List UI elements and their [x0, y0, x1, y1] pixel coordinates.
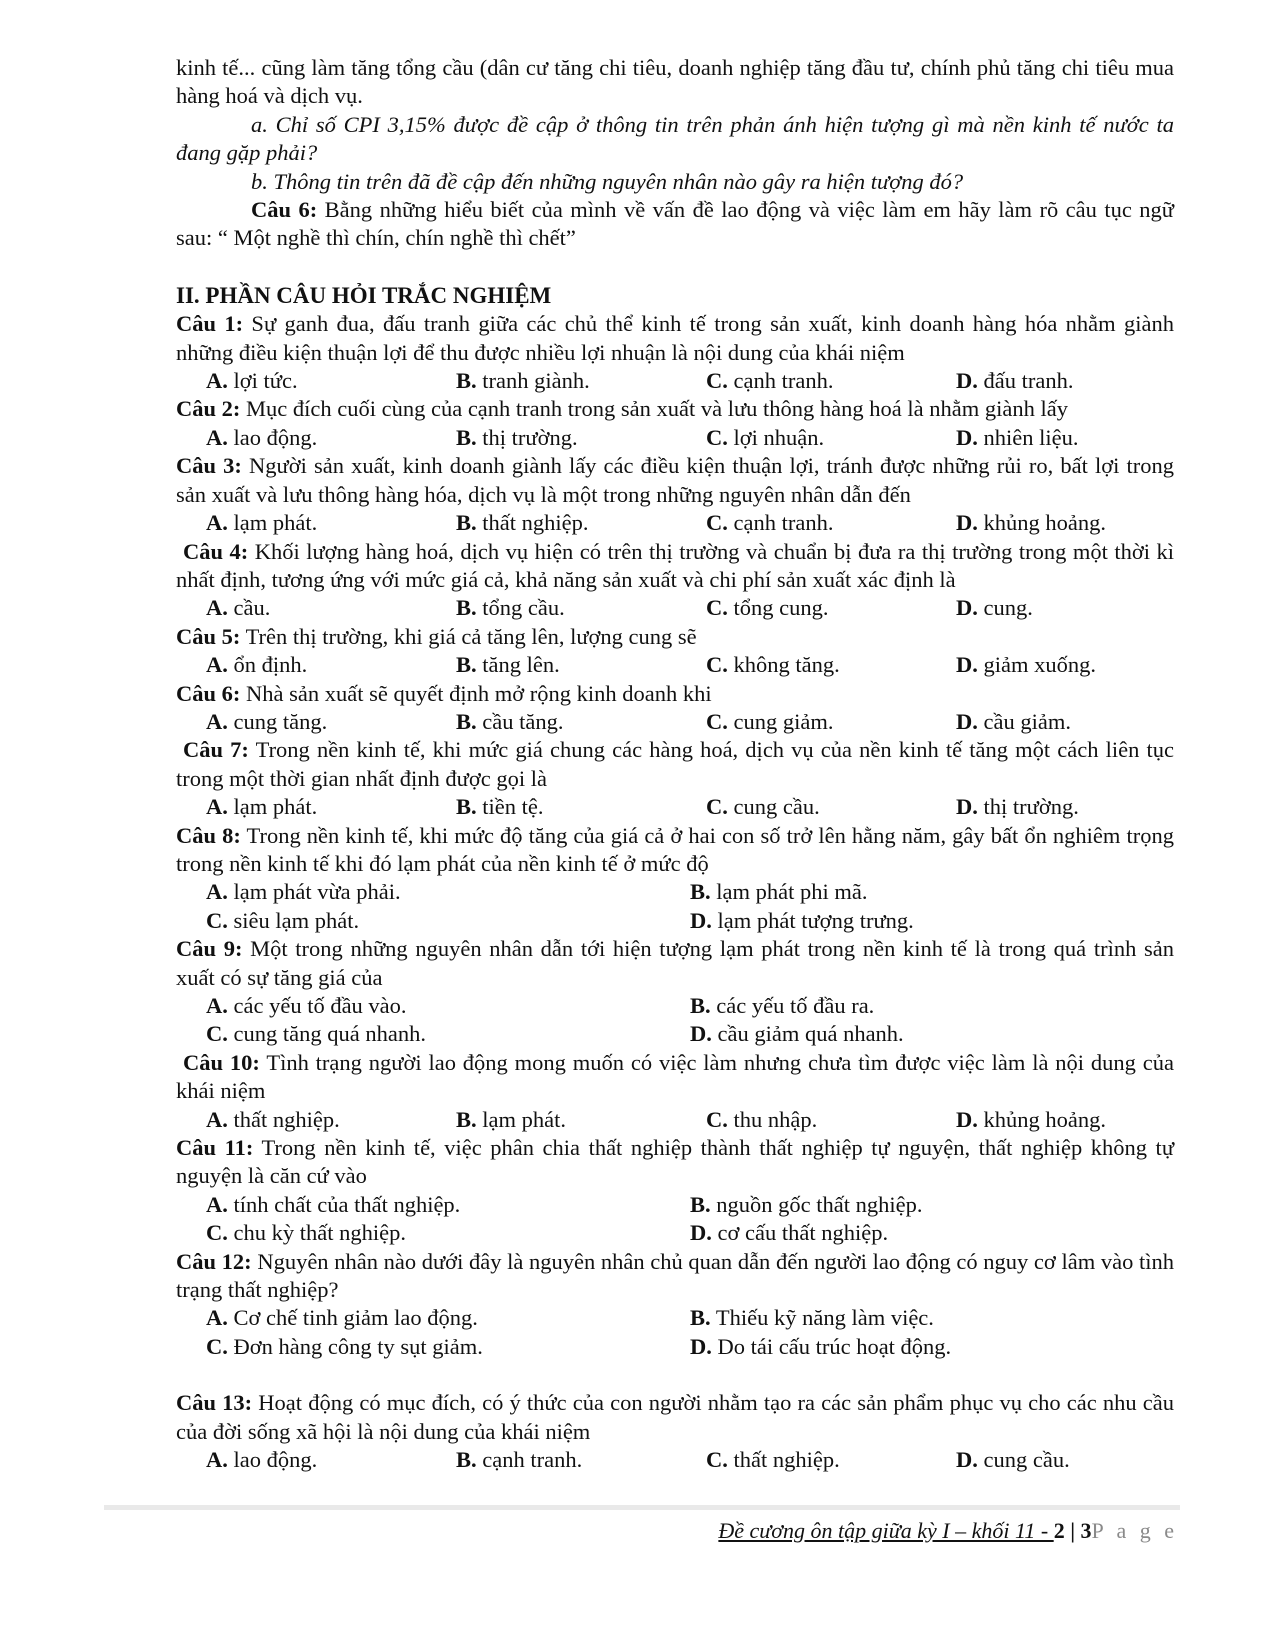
option-a[interactable]: A. các yếu tố đầu vào. [206, 993, 407, 1018]
option-a[interactable]: A. tính chất của thất nghiệp. [206, 1191, 461, 1217]
option-d[interactable]: D. cầu giảm. [956, 708, 1071, 734]
options-row [176, 367, 1174, 395]
page-number: 2 | 3 [1053, 1518, 1092, 1543]
option-c[interactable]: C. cung cầu. [706, 794, 820, 820]
options-row [176, 1191, 1174, 1219]
mc-question-6 [176, 680, 1174, 708]
option-d[interactable]: D. đấu tranh. [956, 368, 1074, 394]
essay-question-6 [176, 196, 1174, 253]
option-b[interactable]: B. thị trường. [456, 424, 578, 450]
option-a[interactable]: A. lợi tức. [206, 368, 298, 394]
section-title: II. PHẦN CÂU HỎI TRẮC NGHIỆM [176, 282, 552, 308]
option-d[interactable]: D. lạm phát tượng trưng. [690, 907, 914, 933]
option-c[interactable]: C. thất nghiệp. [706, 1447, 840, 1473]
mc-question-12 [176, 1248, 1174, 1305]
page-footer [718, 1518, 1178, 1544]
footer-divider [104, 1505, 1180, 1510]
question-label: Câu 11: [176, 1135, 254, 1161]
option-c[interactable]: C. không tăng. [706, 652, 840, 678]
option-d[interactable]: D. nhiên liệu. [956, 424, 1079, 450]
options-row [176, 509, 1174, 537]
option-a[interactable]: A. lao động. [206, 1447, 318, 1473]
option-c[interactable]: C. siêu lạm phát. [206, 907, 360, 933]
option-d[interactable]: D. Do tái cấu trúc hoạt động. [690, 1333, 952, 1359]
options-row [176, 1446, 1174, 1474]
option-d[interactable]: D. khủng hoảng. [956, 510, 1106, 536]
options-row [176, 651, 1174, 679]
options-row [176, 907, 1174, 935]
page-word: P a g e [1091, 1518, 1178, 1543]
mc-question-3 [176, 452, 1174, 509]
question-label: Câu 9: [176, 936, 243, 962]
mc-question-13 [176, 1389, 1174, 1446]
question-label: Câu 12: [176, 1248, 252, 1274]
mc-question-2 [176, 395, 1174, 423]
option-b[interactable]: B. lạm phát phi mã. [690, 879, 868, 905]
option-b[interactable]: B. tăng lên. [456, 652, 560, 678]
options-row [176, 1219, 1174, 1247]
question-5b: b. Thông tin trên đã đề cập đến những nguyên nhân nào gây ra hiện tượng đó? [251, 168, 964, 194]
option-a[interactable]: A. cung tăng. [206, 708, 328, 734]
option-d[interactable]: D. cầu giảm quá nhanh. [690, 1021, 904, 1047]
option-a[interactable]: A. lạm phát. [206, 794, 318, 820]
option-d[interactable]: D. giảm xuống. [956, 652, 1096, 678]
question-text: Nhà sản xuất sẽ quyết định mở rộng kinh doanh khi [240, 680, 712, 706]
option-b[interactable]: B. Thiếu kỹ năng làm việc. [690, 1305, 934, 1331]
option-b[interactable]: B. tổng cầu. [456, 595, 565, 621]
mc-question-11 [176, 1134, 1174, 1191]
question-text: Người sản xuất, kinh doanh giành lấy các điều kiện thuận lợi, tránh được những rủi ro, bất lợi trong sản xuất và lưu thông hàng hóa, dịch vụ là một trong những nguyên nhân dẫn đến [176, 453, 1174, 507]
question-label: Câu 2: [176, 396, 241, 422]
option-d[interactable]: D. cung cầu. [956, 1447, 1070, 1473]
option-d[interactable]: D. thị trường. [956, 794, 1079, 820]
options-row [176, 1333, 1174, 1361]
mc-question-5 [176, 623, 1174, 651]
mc-question-4 [176, 538, 1174, 595]
footer-title: Đề cương ôn tập giữa kỳ I – khối 11 - [718, 1518, 1054, 1543]
option-a[interactable]: A. lạm phát vừa phải. [206, 879, 401, 905]
option-b[interactable]: B. tranh giành. [456, 368, 590, 394]
question-label: Câu 13: [176, 1390, 253, 1416]
option-c[interactable]: C. tổng cung. [706, 595, 829, 621]
question-text: Hoạt động có mục đích, có ý thức của con người nhằm tạo ra các sản phẩm phục vụ cho các nhu cầu của đời sống xã hội là nội dung của khái niệm [176, 1390, 1174, 1444]
option-a[interactable]: A. lạm phát. [206, 510, 318, 536]
question-label: Câu 1: [176, 311, 244, 337]
options-row [176, 878, 1174, 906]
option-d[interactable]: D. cơ cấu thất nghiệp. [690, 1220, 889, 1246]
question-label: Câu 6: [176, 680, 241, 706]
option-d[interactable]: D. khủng hoảng. [956, 1106, 1106, 1132]
options-row [176, 1020, 1174, 1048]
question-label: Câu 3: [176, 453, 242, 479]
options-row [176, 1106, 1174, 1134]
mc-question-8 [176, 822, 1174, 879]
mc-question-1 [176, 310, 1174, 367]
question-text: Một trong những nguyên nhân dẫn tới hiện tượng lạm phát trong nền kinh tế là trong quá trình sản xuất có sự tăng giá của [176, 936, 1174, 990]
question-label: Câu 10: [183, 1049, 260, 1075]
option-c[interactable]: C. cung giảm. [706, 708, 834, 734]
question-label: Câu 6: [251, 197, 318, 223]
option-a[interactable]: A. cầu. [206, 595, 271, 621]
option-a[interactable]: A. lao động. [206, 424, 318, 450]
question-text: Trong nền kinh tế, việc phân chia thất nghiệp thành thất nghiệp tự nguyện, thất nghiệp không tự nguyện là căn cứ vào [176, 1135, 1175, 1189]
mc-question-10 [176, 1049, 1174, 1106]
option-b[interactable]: B. cạnh tranh. [456, 1447, 583, 1473]
option-b[interactable]: B. tiền tệ. [456, 794, 544, 820]
question-text: Trên thị trường, khi giá cả tăng lên, lượng cung sẽ [240, 623, 697, 649]
option-c[interactable]: C. thu nhập. [706, 1106, 818, 1132]
question-text: Tình trạng người lao động mong muốn có việc làm nhưng chưa tìm được việc làm là nội dung của khái niệm [176, 1049, 1174, 1104]
options-row [176, 992, 1174, 1020]
question-text: Bằng những hiểu biết của mình về vấn đề lao động và việc làm em hãy làm rõ câu tục ngữ sau: “ Một nghề thì chín, chín nghề thì chết” [176, 197, 1174, 251]
option-b[interactable]: B. lạm phát. [456, 1106, 566, 1132]
option-c[interactable]: C. lợi nhuận. [706, 424, 825, 450]
options-row [176, 1304, 1174, 1332]
option-a[interactable]: A. ổn định. [206, 652, 308, 678]
document-body [176, 54, 1174, 1475]
option-c[interactable]: C. Đơn hàng công ty sụt giảm. [206, 1333, 483, 1359]
question-label: Câu 7: [183, 737, 249, 763]
option-d[interactable]: D. cung. [956, 595, 1033, 621]
mc-question-9 [176, 935, 1174, 992]
question-label: Câu 4: [183, 538, 249, 564]
options-row [176, 793, 1174, 821]
option-b[interactable]: B. cầu tăng. [456, 708, 564, 734]
question-text: Mục đích cuối cùng của cạnh tranh trong sản xuất và lưu thông hàng hoá là nhằm giành lấy [240, 396, 1068, 422]
question-text: Khối lượng hàng hoá, dịch vụ hiện có trên thị trường và chuẩn bị đưa ra thị trường trong một thời kì nhất định, tương ứng với mức giá cả, khả năng sản xuất và chi phí sản xuất xác định là [176, 538, 1174, 592]
option-c[interactable]: C. cạnh tranh. [706, 368, 834, 394]
option-b[interactable]: B. nguồn gốc thất nghiệp. [690, 1191, 923, 1217]
question-text: Sự ganh đua, đấu tranh giữa các chủ thể kinh tế trong sản xuất, kinh doanh hàng hóa nhằm giành những điều kiện thuận lợi để thu được nhiều lợi nhuận là nội dung của khái niệm [176, 311, 1174, 365]
options-row [176, 424, 1174, 452]
option-c[interactable]: C. chu kỳ thất nghiệp. [206, 1220, 406, 1246]
question-text: Trong nền kinh tế, khi mức giá chung các hàng hoá, dịch vụ của nền kinh tế tăng một cách liên tục trong một thời gian nhất định được gọi là [176, 737, 1174, 791]
question-label: Câu 8: [176, 822, 241, 848]
option-c[interactable]: C. cạnh tranh. [706, 510, 834, 536]
option-b[interactable]: B. các yếu tố đầu ra. [690, 993, 875, 1018]
options-row [176, 594, 1174, 622]
option-a[interactable]: A. thất nghiệp. [206, 1106, 340, 1132]
option-c[interactable]: C. cung tăng quá nhanh. [206, 1021, 426, 1047]
option-a[interactable]: A. Cơ chế tinh giảm lao động. [206, 1305, 478, 1331]
option-b[interactable]: B. thất nghiệp. [456, 510, 589, 536]
question-5a: a. Chỉ số CPI 3,15% được đề cập ở thông tin trên phản ánh hiện tượng gì mà nền kinh tế nước ta đang gặp phải? [176, 111, 1174, 166]
question-text: Nguyên nhân nào dưới đây là nguyên nhân chủ quan dẫn đến người lao động có nguy cơ lâm vào tình trạng thất nghiệp? [176, 1248, 1174, 1303]
mc-question-7 [176, 736, 1174, 793]
question-text: Trong nền kinh tế, khi mức độ tăng của giá cả ở hai con số trở lên hằng năm, gây bất ổn nghiêm trọng trong nền kinh tế khi đó lạm phát của nền kinh tế ở mức độ [176, 822, 1174, 876]
options-row [176, 708, 1174, 736]
question-label: Câu 5: [176, 623, 241, 649]
spacer [176, 1361, 1174, 1389]
intro-paragraph: kinh tế... cũng làm tăng tổng cầu (dân cư tăng chi tiêu, doanh nghiệp tăng đầu tư, chính phủ tăng chi tiêu mua hàng hoá và dịch vụ. [176, 55, 1174, 109]
